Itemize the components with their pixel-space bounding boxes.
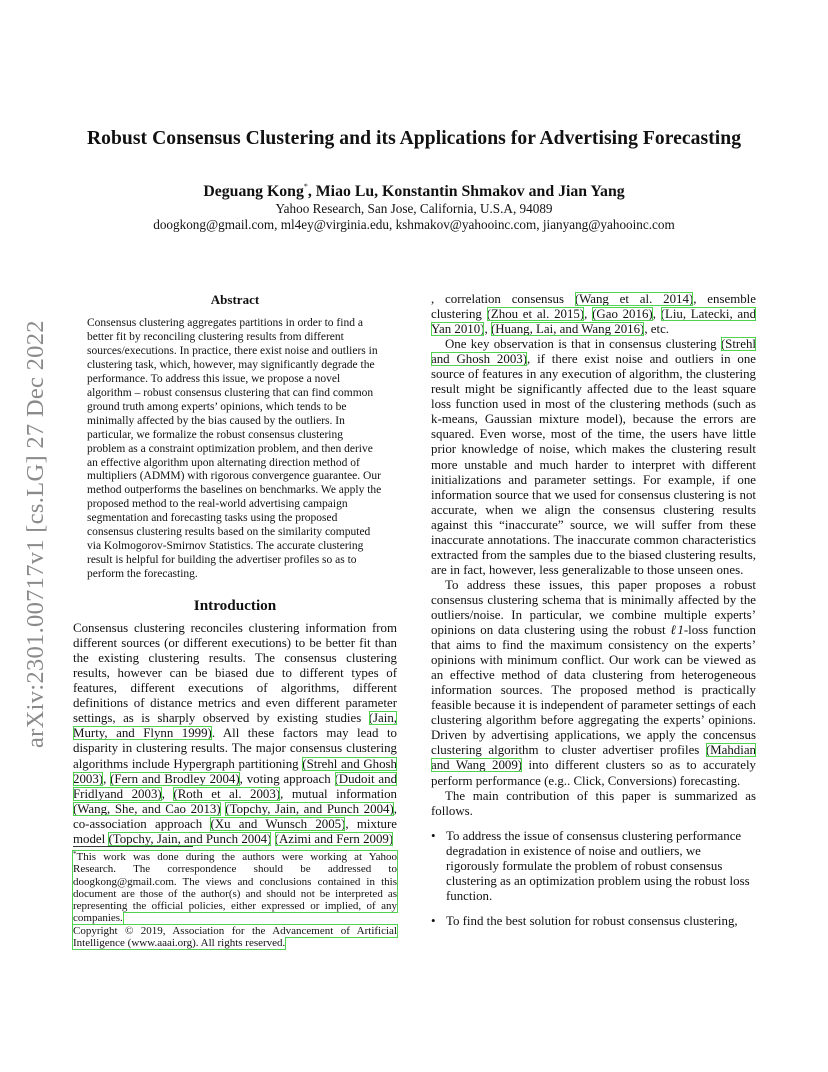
abstract-heading: Abstract — [210, 292, 260, 307]
footnote-body[interactable] — [73, 851, 397, 924]
list-item — [431, 914, 756, 929]
author-footnote-mark[interactable]: * — [303, 182, 308, 191]
intro-paragraph-2 — [431, 337, 756, 578]
citation-link[interactable]: (Jain, Murty, and Flynn 1999) — [73, 711, 397, 741]
list-item-text: To address the issue of consensus clustering performance degradation in existence of noise and outliers, we rigorously formulate the problem of robust consensus clustering as an optimization problem using the robust loss function. — [446, 828, 750, 903]
author-list — [0, 182, 828, 201]
paragraph-text: , — [161, 786, 165, 801]
citation-link[interactable]: (Topchy, Jain, and Punch 2004) — [225, 801, 394, 816]
citation-link[interactable]: (Wang et al. 2014) — [574, 292, 694, 306]
paragraph-text: , — [484, 322, 488, 337]
citation-link[interactable]: (Liu, Latecki, and Yan 2010) — [431, 307, 757, 337]
paragraph-text: , etc. — [644, 322, 670, 337]
paragraph-text: , — [584, 307, 588, 322]
paragraph-text: , ensemble clustering — [431, 292, 756, 322]
paragraph-text: into different clusters so as to accurately perform performance (e.g.. Click, Conversions) forecasting. — [431, 758, 756, 788]
footnote-mark: * — [73, 850, 77, 858]
contribution-list — [431, 829, 756, 929]
citation-link[interactable]: (Strehl and Ghosh 2003) — [73, 756, 397, 786]
paragraph-text: . All these factors may lead to disparity in clustering results. The major consensus clustering algorithms include Hypergraph partitioning — [73, 726, 397, 771]
intro-paragraph-4: The main contribution of this paper is summarized as follows. — [431, 788, 756, 818]
bullet-icon: • — [431, 913, 436, 928]
paragraph-text: , co-association approach — [73, 801, 397, 831]
citation-link[interactable]: (Topchy, Jain, and Punch 2004) — [108, 831, 272, 846]
citation-link[interactable]: (Xu and Wunsch 2005) — [210, 816, 346, 831]
intro-paragraph-1-continued — [431, 292, 756, 337]
citation-link[interactable]: (Gao 2016) — [592, 307, 653, 322]
citation-link[interactable]: (Roth et al. 2003) — [173, 786, 281, 801]
introduction-heading: Introduction — [193, 597, 277, 615]
citation-link[interactable]: (Dudoit and Fridlyand 2003) — [73, 771, 398, 801]
footnote-rule — [73, 846, 193, 847]
paragraph-text: Consensus clustering reconciles clustering information from different sources (or different executions) to be better fit than the existing clustering results. The consensus clustering results, however can be biased due to different types of features, different executions of algorithms, different definitions of distance metrics and even different parameter settings, as is sharply observed by existing studies — [73, 621, 397, 726]
list-item-text: To find the best solution for robust consensus clustering, — [446, 913, 738, 928]
paragraph-text: , mixture model — [73, 816, 397, 846]
other-authors: , Miao Lu, Konstantin Shmakov and Jian Yang — [307, 183, 625, 200]
paragraph-text: , voting approach — [239, 771, 331, 786]
paragraph-text: -loss function that aims to find the maximum consistency on the experts’ opinions with minimum conflict. Our work can be viewed as an effective method of data clustering from heterogeneous information sources. The proposed method is practically feasible because it is independent of parameter settings of each clustering algorithm before aggregating the experts’ opinions. Driven by advertising applications, we apply the concensus clustering algorithm to cluster advertiser profiles — [431, 623, 756, 758]
paragraph-text: To address these issues, this paper proposes a robust consensus clustering schema that is minimally affected by the outliers/noise. In particular, we combine multiple experts’ opinions on data clustering using the robust — [431, 577, 756, 638]
citation-link[interactable]: (Huang, Lai, and Wang 2016) — [490, 322, 645, 337]
l1-symbol: ℓ1 — [670, 623, 684, 638]
paragraph-text: One key observation is that in consensus clustering — [445, 337, 717, 352]
paragraph-text: , — [652, 307, 656, 322]
citation-link[interactable]: (Wang, She, and Cao 2013) — [73, 801, 221, 816]
citation-link[interactable]: (Azimi and Fern 2009) — [274, 831, 394, 846]
footnote-text: This work was done during the authors were working at Yahoo Research. The correspondence should be addressed to doogkong@gmail.com. The views and conclusions contained in this document are those of the author(s) and should not be interpreted as representing the official policies, either expressed or implied, of any companies. — [73, 851, 397, 925]
author-emails: doogkong@gmail.com, ml4ey@virginia.edu, kshmakov@yahooinc.com, jianyang@yahooinc.com — [153, 217, 675, 232]
citation-link[interactable]: (Fern and Brodley 2004) — [110, 771, 240, 786]
abstract-text: Consensus clustering aggregates partitions in order to find a better fit by reconciling clustering results from different sources/executions. In practice, there exist noise and outliers in clustering task, which, however, may significantly degrade the performance. To address this issue, we propose a novel algorithm – robust consensus clustering that can find common ground truth among experts’ opinions, which tends to be minimally affected by the bias caused by the outliers. In particular, we formalize the robust consensus clustering problem as a constraint optimization problem, and then derive an effective algorithm upon alternating direction method of multipliers (ADMM) with rigorous convergence guarantee. Our method outperforms the baselines on benchmarks. We apply the proposed method to the real-world advertising campaign segmentation and forecasting tasks using the proposed consensus clustering results based on the similarity computed via Kolmogorov-Smirnov Statistics. The accurate clustering result is helpful for building the advertiser profiles so as to perform the forecasting. — [87, 317, 382, 581]
citation-link[interactable]: (Mahdian and Wang 2009) — [431, 743, 756, 773]
footnote — [73, 848, 397, 949]
arxiv-stamp[interactable]: arXiv:2301.00717v1 [cs.LG] 27 Dec 2022 — [22, 320, 49, 748]
intro-paragraph-1 — [73, 621, 397, 847]
paragraph-text: , if there exist noise and outliers in one source of features in any execution of algorithm, the clustering result might be significantly affected due to the least square loss function used in most of the clustering methods (such as k-means, Gaussian mixture model), because the errors are squared. Even worse, most of the time, the users have little prior knowledge of noise, which makes the clustering result more unstable and much harder to interpret with different initializations and parameter settings. For example, if one information source that we used for consensus clustering is not accurate, when we align the consensus clustering results against this “inaccurate” source, we will suffer from these inaccurate annotations. The inaccurate common characteristics extracted from the samples due to the biased clustering results, are in fact, however, less generalizable to those unseen ones. — [431, 352, 756, 577]
paragraph-text: , correlation consensus — [431, 292, 564, 306]
paragraph-text: , mutual information — [280, 786, 397, 801]
right-column — [431, 292, 756, 939]
left-column — [73, 292, 397, 847]
list-item — [431, 829, 756, 904]
affiliation: Yahoo Research, San Jose, California, U.S.A, 94089 — [275, 201, 553, 216]
intro-paragraph-3 — [431, 578, 756, 789]
citation-link[interactable]: (Zhou et al. 2015) — [486, 307, 585, 322]
first-author: Deguang Kong — [203, 183, 304, 200]
copyright-notice[interactable]: Copyright © 2019, Association for the Advancement of Artificial Intelligence (www.aaai.org). All rights reserved. — [73, 924, 397, 950]
citation-link[interactable]: (Strehl and Ghosh 2003) — [431, 337, 756, 367]
bullet-icon: • — [431, 828, 436, 843]
paper-title: Robust Consensus Clustering and its Applications for Advertising Forecasting — [86, 128, 742, 149]
paragraph-text: , — [103, 771, 107, 786]
